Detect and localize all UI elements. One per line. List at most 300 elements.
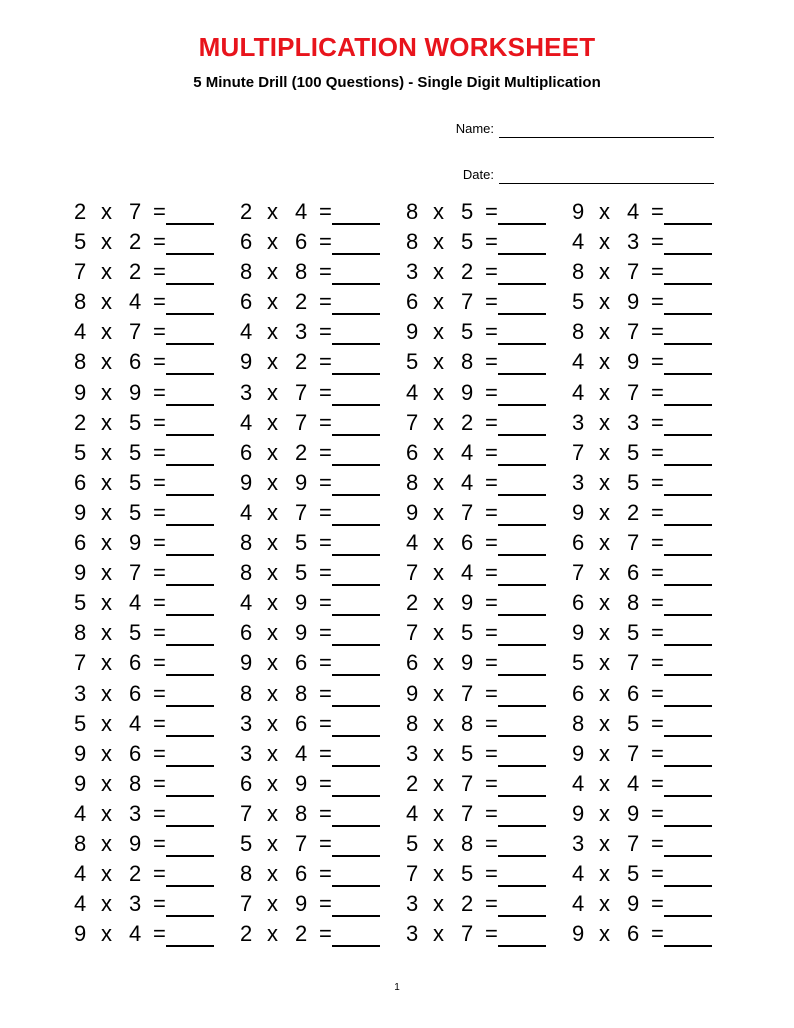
times-sign: x: [599, 830, 610, 856]
multiplicand: 5: [74, 710, 87, 736]
equals-sign: =: [153, 439, 166, 465]
equals-sign: =: [651, 921, 664, 947]
multiplicand: 6: [74, 469, 87, 495]
answer-blank[interactable]: [166, 404, 214, 406]
answer-blank[interactable]: [332, 404, 380, 406]
problem-row: [572, 468, 732, 498]
equals-sign: =: [651, 439, 664, 465]
problem-row: [572, 919, 732, 949]
multiplier: 2: [461, 259, 474, 285]
times-sign: x: [267, 710, 278, 736]
answer-blank[interactable]: [166, 494, 214, 496]
multiplicand: 2: [74, 199, 87, 224]
answer-blank[interactable]: [664, 765, 712, 767]
times-sign: x: [101, 800, 112, 826]
equals-sign: =: [485, 319, 498, 345]
times-sign: x: [433, 861, 444, 887]
answer-blank[interactable]: [498, 915, 546, 917]
answer-blank[interactable]: [664, 584, 712, 586]
equals-sign: =: [651, 469, 664, 495]
equals-sign: =: [153, 740, 166, 766]
answer-blank[interactable]: [664, 644, 712, 646]
multiplicand: 9: [240, 349, 253, 375]
times-sign: x: [101, 319, 112, 345]
answer-blank[interactable]: [166, 313, 214, 315]
answer-blank[interactable]: [498, 524, 546, 526]
problem-row: [240, 588, 400, 618]
problem-row: [240, 408, 400, 438]
answer-blank[interactable]: [332, 554, 380, 556]
multiplicand: 9: [572, 740, 585, 766]
times-sign: x: [267, 770, 278, 796]
date-answer-line[interactable]: [499, 183, 714, 184]
answer-blank[interactable]: [664, 283, 712, 285]
answer-blank[interactable]: [332, 464, 380, 466]
multiplicand: 6: [240, 439, 253, 465]
multiplier: 7: [461, 499, 474, 525]
equals-sign: =: [319, 620, 332, 646]
problem-row: [406, 257, 566, 287]
equals-sign: =: [153, 469, 166, 495]
equals-sign: =: [153, 530, 166, 556]
problem-row: [240, 709, 400, 739]
multiplier: 2: [129, 861, 142, 887]
multiplicand: 7: [240, 800, 253, 826]
answer-blank[interactable]: [664, 434, 712, 436]
problem-column: [572, 197, 732, 949]
answer-blank[interactable]: [664, 945, 712, 947]
answer-blank[interactable]: [166, 253, 214, 255]
answer-blank[interactable]: [498, 584, 546, 586]
problem-row: [240, 799, 400, 829]
multiplier: 8: [295, 259, 308, 285]
times-sign: x: [101, 590, 112, 616]
times-sign: x: [433, 710, 444, 736]
problem-row: [406, 317, 566, 347]
problem-row: [406, 528, 566, 558]
equals-sign: =: [319, 770, 332, 796]
answer-blank[interactable]: [664, 705, 712, 707]
equals-sign: =: [485, 289, 498, 315]
equals-sign: =: [319, 199, 332, 224]
equals-sign: =: [319, 740, 332, 766]
problem-row: [406, 648, 566, 678]
equals-sign: =: [319, 349, 332, 375]
problem-row: [572, 378, 732, 408]
multiplier: 9: [295, 620, 308, 646]
multiplier: 4: [129, 921, 142, 947]
answer-blank[interactable]: [498, 434, 546, 436]
answer-blank[interactable]: [166, 855, 214, 857]
multiplicand: 8: [240, 680, 253, 706]
multiplicand: 4: [406, 379, 419, 405]
answer-blank[interactable]: [664, 554, 712, 556]
multiplicand: 4: [74, 800, 87, 826]
multiplier: 5: [461, 199, 474, 224]
answer-blank[interactable]: [498, 644, 546, 646]
answer-blank[interactable]: [498, 614, 546, 616]
problem-row: [572, 558, 732, 588]
answer-blank[interactable]: [332, 735, 380, 737]
equals-sign: =: [319, 830, 332, 856]
problem-row: [572, 257, 732, 287]
answer-blank[interactable]: [664, 735, 712, 737]
answer-blank[interactable]: [498, 283, 546, 285]
multiplicand: 2: [240, 921, 253, 947]
multiplicand: 6: [74, 530, 87, 556]
multiplier: 9: [627, 891, 640, 917]
equals-sign: =: [651, 499, 664, 525]
answer-blank[interactable]: [498, 223, 546, 225]
times-sign: x: [433, 439, 444, 465]
answer-blank[interactable]: [332, 373, 380, 375]
answer-blank[interactable]: [498, 825, 546, 827]
times-sign: x: [599, 590, 610, 616]
answer-blank[interactable]: [166, 554, 214, 556]
problem-row: [572, 739, 732, 769]
answer-blank[interactable]: [332, 283, 380, 285]
problem-row: [572, 829, 732, 859]
times-sign: x: [599, 770, 610, 796]
multiplicand: 4: [74, 891, 87, 917]
multiplier: 7: [627, 650, 640, 676]
equals-sign: =: [319, 229, 332, 255]
answer-blank[interactable]: [498, 404, 546, 406]
problem-row: [406, 468, 566, 498]
problem-row: [572, 528, 732, 558]
answer-blank[interactable]: [332, 524, 380, 526]
answer-blank[interactable]: [332, 795, 380, 797]
multiplicand: 4: [572, 770, 585, 796]
multiplicand: 9: [74, 499, 87, 525]
problem-row: [572, 287, 732, 317]
answer-blank[interactable]: [332, 644, 380, 646]
answer-blank[interactable]: [166, 735, 214, 737]
answer-blank[interactable]: [498, 554, 546, 556]
problem-row: [74, 438, 234, 468]
answer-blank[interactable]: [664, 313, 712, 315]
problem-row: [406, 618, 566, 648]
answer-blank[interactable]: [498, 705, 546, 707]
times-sign: x: [599, 891, 610, 917]
answer-blank[interactable]: [332, 494, 380, 496]
times-sign: x: [433, 800, 444, 826]
multiplicand: 7: [572, 560, 585, 586]
equals-sign: =: [319, 319, 332, 345]
answer-blank[interactable]: [498, 343, 546, 345]
equals-sign: =: [651, 891, 664, 917]
name-answer-line[interactable]: [499, 137, 714, 138]
equals-sign: =: [153, 921, 166, 947]
times-sign: x: [101, 469, 112, 495]
answer-blank[interactable]: [332, 705, 380, 707]
times-sign: x: [267, 289, 278, 315]
multiplicand: 6: [572, 680, 585, 706]
answer-blank[interactable]: [664, 885, 712, 887]
answer-blank[interactable]: [332, 434, 380, 436]
answer-blank[interactable]: [498, 674, 546, 676]
problem-row: [74, 408, 234, 438]
times-sign: x: [267, 680, 278, 706]
multiplicand: 4: [572, 229, 585, 255]
times-sign: x: [101, 830, 112, 856]
answer-blank[interactable]: [664, 614, 712, 616]
page-number: 1: [394, 982, 400, 993]
multiplicand: 7: [74, 650, 87, 676]
multiplier: 7: [295, 499, 308, 525]
multiplicand: 9: [74, 740, 87, 766]
multiplier: 7: [627, 830, 640, 856]
answer-blank[interactable]: [332, 584, 380, 586]
times-sign: x: [599, 710, 610, 736]
equals-sign: =: [319, 469, 332, 495]
answer-blank[interactable]: [332, 945, 380, 947]
multiplier: 5: [295, 560, 308, 586]
multiplier: 3: [627, 229, 640, 255]
answer-blank[interactable]: [166, 223, 214, 225]
problem-row: [240, 257, 400, 287]
multiplicand: 9: [572, 620, 585, 646]
answer-blank[interactable]: [332, 674, 380, 676]
answer-blank[interactable]: [498, 735, 546, 737]
multiplier: 9: [129, 830, 142, 856]
multiplier: 8: [129, 770, 142, 796]
answer-blank[interactable]: [498, 494, 546, 496]
times-sign: x: [267, 379, 278, 405]
multiplier: 2: [295, 921, 308, 947]
problem-row: [240, 197, 400, 227]
answer-blank[interactable]: [664, 404, 712, 406]
times-sign: x: [599, 680, 610, 706]
answer-blank[interactable]: [332, 343, 380, 345]
equals-sign: =: [651, 620, 664, 646]
problem-row: [572, 799, 732, 829]
answer-blank[interactable]: [332, 915, 380, 917]
answer-blank[interactable]: [332, 825, 380, 827]
times-sign: x: [267, 861, 278, 887]
multiplicand: 4: [572, 379, 585, 405]
equals-sign: =: [319, 259, 332, 285]
answer-blank[interactable]: [664, 674, 712, 676]
name-field[interactable]: [400, 116, 714, 138]
answer-blank[interactable]: [166, 765, 214, 767]
problem-row: [240, 859, 400, 889]
multiplicand: 8: [240, 259, 253, 285]
answer-blank[interactable]: [166, 945, 214, 947]
answer-blank[interactable]: [166, 644, 214, 646]
equals-sign: =: [319, 861, 332, 887]
answer-blank[interactable]: [166, 614, 214, 616]
answer-blank[interactable]: [664, 795, 712, 797]
answer-blank[interactable]: [498, 885, 546, 887]
problem-row: [74, 498, 234, 528]
answer-blank[interactable]: [498, 765, 546, 767]
equals-sign: =: [485, 560, 498, 586]
multiplicand: 3: [572, 469, 585, 495]
multiplier: 4: [461, 439, 474, 465]
multiplicand: 9: [406, 680, 419, 706]
equals-sign: =: [651, 379, 664, 405]
answer-blank[interactable]: [664, 825, 712, 827]
problem-row: [74, 197, 234, 227]
date-field[interactable]: [400, 162, 714, 184]
multiplier: 5: [627, 620, 640, 646]
problem-row: [240, 438, 400, 468]
multiplicand: 8: [572, 319, 585, 345]
multiplier: 9: [295, 891, 308, 917]
answer-blank[interactable]: [166, 584, 214, 586]
equals-sign: =: [153, 319, 166, 345]
multiplier: 7: [627, 530, 640, 556]
multiplicand: 7: [406, 560, 419, 586]
multiplicand: 3: [406, 921, 419, 947]
problem-row: [74, 889, 234, 919]
answer-blank[interactable]: [166, 434, 214, 436]
answer-blank[interactable]: [498, 855, 546, 857]
problem-column: [240, 197, 400, 949]
answer-blank[interactable]: [166, 825, 214, 827]
times-sign: x: [433, 650, 444, 676]
multiplicand: 8: [406, 199, 419, 224]
multiplicand: 6: [240, 229, 253, 255]
answer-blank[interactable]: [498, 464, 546, 466]
answer-blank[interactable]: [332, 223, 380, 225]
problem-row: [240, 227, 400, 257]
times-sign: x: [433, 319, 444, 345]
equals-sign: =: [485, 680, 498, 706]
answer-blank[interactable]: [166, 343, 214, 345]
multiplier: 5: [129, 499, 142, 525]
problem-row: [240, 468, 400, 498]
answer-blank[interactable]: [664, 343, 712, 345]
multiplicand: 6: [572, 590, 585, 616]
equals-sign: =: [485, 379, 498, 405]
equals-sign: =: [651, 560, 664, 586]
multiplicand: 6: [240, 289, 253, 315]
answer-blank[interactable]: [664, 253, 712, 255]
answer-blank[interactable]: [332, 614, 380, 616]
multiplicand: 3: [406, 891, 419, 917]
problem-row: [572, 317, 732, 347]
problem-row: [74, 378, 234, 408]
times-sign: x: [101, 199, 112, 224]
answer-blank[interactable]: [498, 945, 546, 947]
multiplier: 9: [295, 770, 308, 796]
multiplier: 5: [627, 861, 640, 887]
problem-row: [406, 588, 566, 618]
answer-blank[interactable]: [664, 524, 712, 526]
answer-blank[interactable]: [498, 795, 546, 797]
equals-sign: =: [651, 319, 664, 345]
answer-blank[interactable]: [664, 223, 712, 225]
multiplicand: 8: [240, 530, 253, 556]
answer-blank[interactable]: [664, 855, 712, 857]
equals-sign: =: [319, 530, 332, 556]
equals-sign: =: [319, 289, 332, 315]
answer-blank[interactable]: [664, 915, 712, 917]
problem-row: [74, 859, 234, 889]
multiplier: 8: [461, 830, 474, 856]
answer-blank[interactable]: [166, 674, 214, 676]
multiplicand: 9: [572, 199, 585, 224]
problem-row: [74, 648, 234, 678]
equals-sign: =: [319, 891, 332, 917]
answer-blank[interactable]: [166, 524, 214, 526]
multiplier: 6: [295, 710, 308, 736]
problem-row: [406, 378, 566, 408]
equals-sign: =: [153, 650, 166, 676]
multiplier: 4: [461, 469, 474, 495]
multiplier: 2: [295, 289, 308, 315]
multiplier: 7: [461, 289, 474, 315]
multiplicand: 8: [240, 560, 253, 586]
multiplier: 2: [461, 409, 474, 435]
problem-row: [572, 498, 732, 528]
problem-row: [240, 528, 400, 558]
answer-blank[interactable]: [498, 373, 546, 375]
answer-blank[interactable]: [166, 915, 214, 917]
problem-row: [240, 919, 400, 949]
answer-blank[interactable]: [332, 313, 380, 315]
times-sign: x: [267, 921, 278, 947]
multiplier: 6: [627, 560, 640, 586]
times-sign: x: [433, 229, 444, 255]
problem-row: [240, 317, 400, 347]
answer-blank[interactable]: [166, 464, 214, 466]
times-sign: x: [599, 259, 610, 285]
multiplicand: 4: [572, 349, 585, 375]
times-sign: x: [267, 319, 278, 345]
multiplicand: 5: [406, 349, 419, 375]
multiplier: 9: [129, 530, 142, 556]
answer-blank[interactable]: [664, 494, 712, 496]
answer-blank[interactable]: [166, 283, 214, 285]
multiplicand: 8: [406, 469, 419, 495]
multiplier: 6: [461, 530, 474, 556]
answer-blank[interactable]: [498, 253, 546, 255]
times-sign: x: [599, 349, 610, 375]
times-sign: x: [599, 379, 610, 405]
answer-blank[interactable]: [332, 885, 380, 887]
multiplicand: 6: [572, 530, 585, 556]
problem-row: [240, 679, 400, 709]
answer-blank[interactable]: [332, 765, 380, 767]
equals-sign: =: [153, 830, 166, 856]
answer-blank[interactable]: [664, 373, 712, 375]
multiplicand: 9: [74, 921, 87, 947]
multiplier: 6: [295, 650, 308, 676]
times-sign: x: [433, 921, 444, 947]
answer-blank[interactable]: [166, 885, 214, 887]
problem-row: [240, 769, 400, 799]
answer-blank[interactable]: [664, 464, 712, 466]
times-sign: x: [267, 439, 278, 465]
multiplicand: 2: [240, 199, 253, 224]
multiplier: 4: [627, 199, 640, 224]
answer-blank[interactable]: [332, 855, 380, 857]
answer-blank[interactable]: [166, 795, 214, 797]
answer-blank[interactable]: [332, 253, 380, 255]
answer-blank[interactable]: [166, 705, 214, 707]
multiplier: 2: [461, 891, 474, 917]
multiplicand: 7: [406, 861, 419, 887]
equals-sign: =: [651, 650, 664, 676]
problem-row: [74, 769, 234, 799]
times-sign: x: [267, 800, 278, 826]
answer-blank[interactable]: [166, 373, 214, 375]
multiplier: 7: [627, 740, 640, 766]
answer-blank[interactable]: [498, 313, 546, 315]
